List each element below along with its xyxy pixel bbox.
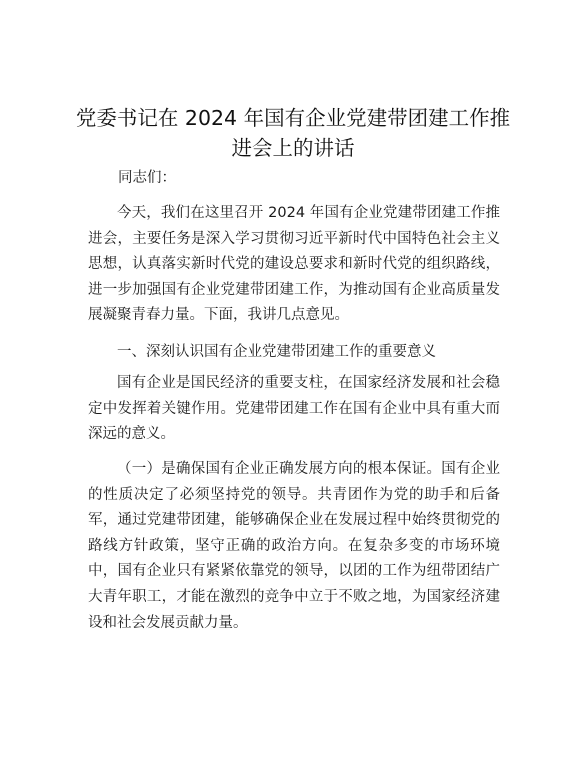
- document-title: 党委书记在 2024 年国有企业党建带团建工作推进会上的讲话: [75, 106, 511, 160]
- section-heading-1: 一、深刻认识国有企业党建带团建工作的重要意义: [117, 344, 436, 360]
- greeting: 同志们：: [118, 170, 176, 186]
- paragraph-section-1: 国有企业是国民经济的重要支柱，在国家经济发展和社会稳定中发挥着关键作用。党建带团建工作在国有企业中具有重大而深远的意义。: [88, 375, 500, 443]
- paragraph-subsection-1: （一）是确保国有企业正确发展方向的根本保证。国有企业的性质决定了必须坚持党的领导。共青团作为党的助手和后备军，通过党建带团建，能够确保企业在发展过程中始终贯彻党的路线方针政策，坚守正确的政治方向。在复杂多变的市场环境中，国有企业只有紧紧依靠党的领导，以团的工作为纽带团结广大青年职工，才能在激烈的竞争中立于不败之地，为国家经济建设和社会发展贡献力量。: [88, 461, 500, 631]
- paragraph-intro: 今天，我们在这里召开 2024 年国有企业党建带团建工作推进会，主要任务是深入学习贯彻习近平新时代中国特色社会主义思想，认真落实新时代党的建设总要求和新时代党的组织路线，进一步加强国有企业党建带团建工作，为推动国有企业高质量发展凝聚青春力量。下面，我讲几点意见。: [88, 205, 500, 324]
